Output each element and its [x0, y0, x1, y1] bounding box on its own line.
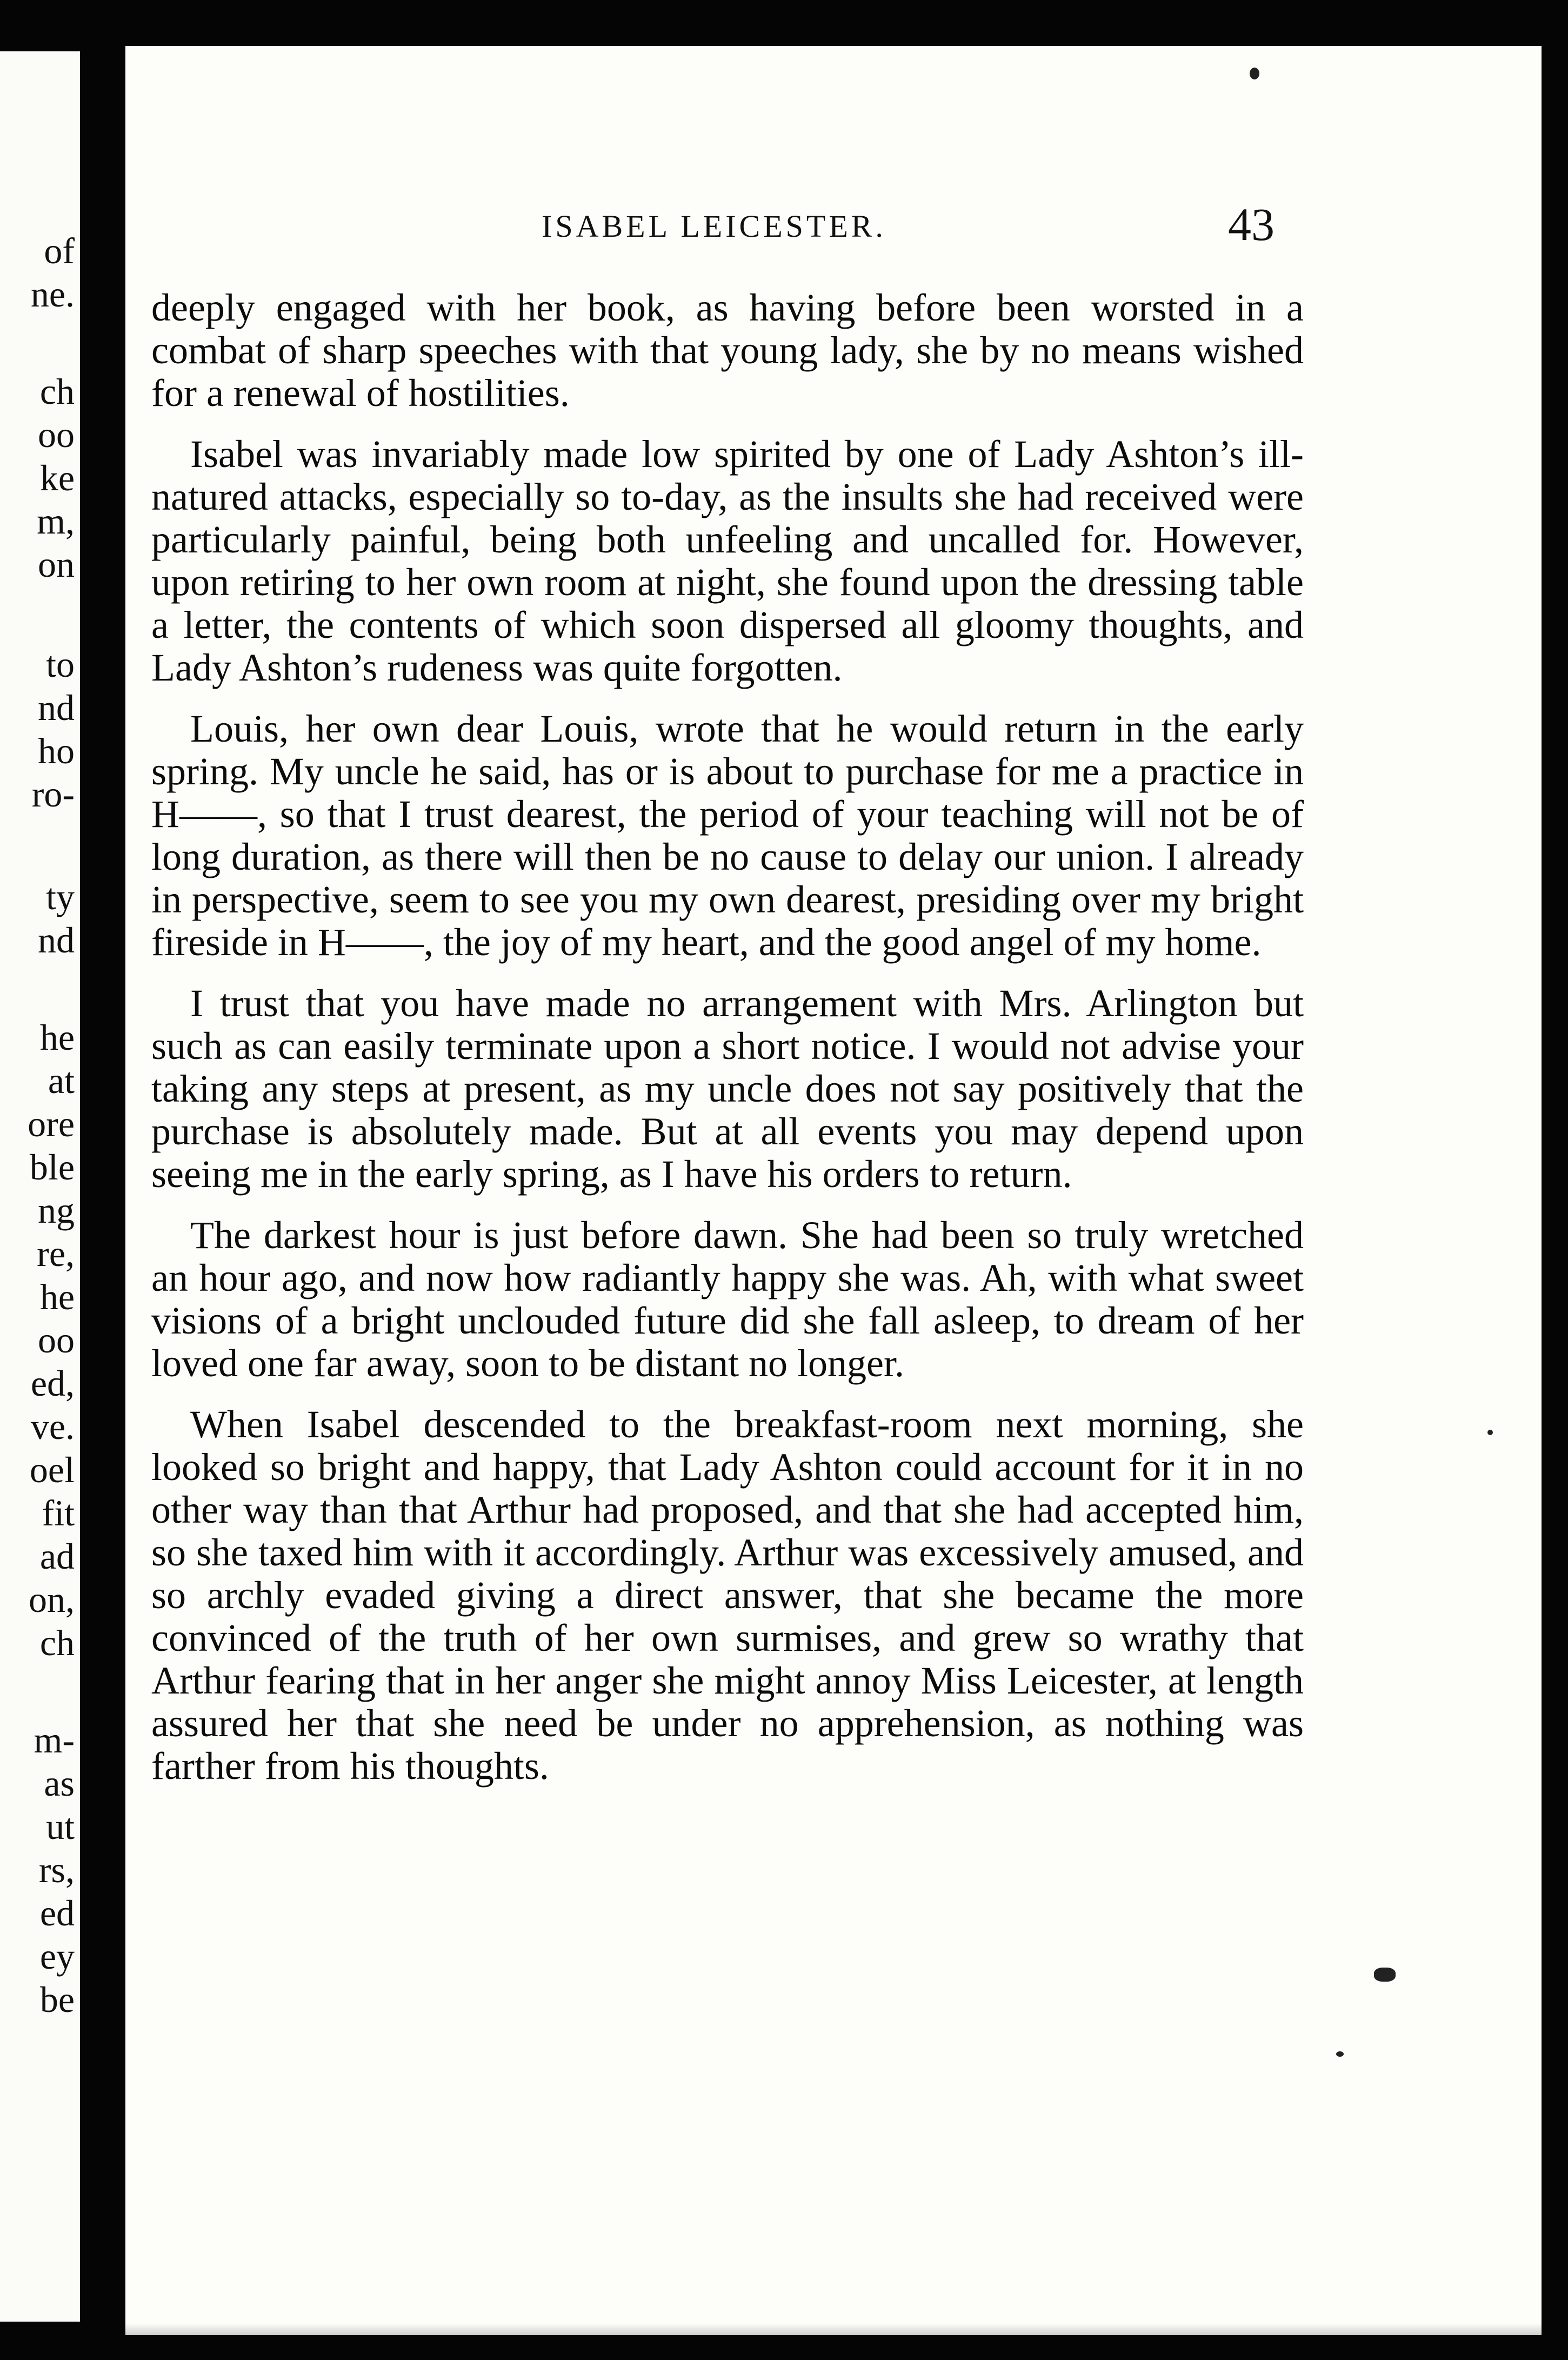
facing-page-line-fragment: ey — [39, 1936, 75, 1977]
facing-page-line-fragment: oel — [29, 1449, 75, 1490]
paragraph-4: I trust that you have made no arrangement with Mrs. Arlington but such as can easily terminate upon a short notice. I would not advise your taking any steps at present, as my uncle does not say positively that the purchase is absolutely made. But at all events you may depend upon seeing me in the early spring, as I have his orders to return. — [151, 982, 1304, 1196]
ink-speck — [1250, 68, 1259, 79]
book-page — [125, 46, 1542, 2335]
facing-page-line-fragment: ch — [39, 371, 75, 412]
facing-page-line-fragment: at — [48, 1060, 75, 1101]
facing-page-line-fragment: on — [38, 544, 75, 585]
facing-page-line-fragment: on, — [29, 1579, 75, 1620]
facing-page-line-fragment: ch — [39, 1622, 75, 1663]
facing-page-line-fragment: ro- — [31, 774, 75, 815]
facing-page-line-fragment: he — [39, 1017, 75, 1058]
facing-page-line-fragment: to — [46, 644, 75, 685]
facing-page-line-fragment: m, — [37, 501, 75, 542]
facing-page-line-fragment: nd — [38, 687, 75, 728]
facing-page-line-fragment: ore — [28, 1103, 75, 1144]
facing-page-line-fragment: ne. — [30, 274, 75, 315]
facing-page-line-fragment: ble — [29, 1146, 75, 1188]
facing-page-line-fragment: fit — [42, 1492, 75, 1534]
ink-speck — [1374, 1968, 1396, 1982]
facing-page-line-fragment: ed, — [30, 1363, 75, 1404]
paragraph-5: The darkest hour is just before dawn. She had been so truly wretched an hour ago, and now how radiantly happy she was. Ah, with what sweet visions of a bright unclouded future did she fall asleep, to dream of her loved one far away, soon to be distant no longer. — [151, 1214, 1304, 1385]
facing-page-fragment — [0, 51, 80, 2322]
facing-page-line-fragment: ut — [46, 1806, 75, 1847]
paragraph-1: deeply engaged with her book, as having before been worsted in a combat of sharp speeches with that young lady, she by no means wished for a renewal of hostilities. — [151, 286, 1304, 415]
facing-page-line-fragment: ty — [46, 876, 75, 917]
page-number: 43 — [1228, 198, 1275, 250]
paragraph-3: Louis, her own dear Louis, wrote that he would return in the early spring. My uncle he said, has or is about to purchase for me a practice in H——, so that I trust dearest, the period of your teaching will not be of long duration, as there will then be no cause to delay our union. I already in perspective, seem to see you my own dearest, presiding over my bright fireside in H——, the joy of my heart, and the good angel of my home. — [151, 707, 1304, 964]
facing-page-line-fragment: oo — [38, 414, 75, 455]
facing-page-line-fragment: he — [39, 1276, 75, 1317]
body-text — [151, 286, 1304, 1806]
facing-page-line-fragment: ad — [39, 1536, 75, 1577]
running-head-title: ISABEL LEICESTER. — [542, 209, 886, 244]
facing-page-line-fragment: ng — [38, 1190, 75, 1231]
facing-page-line-fragment: ho — [38, 730, 75, 771]
facing-page-line-fragment: be — [39, 1979, 75, 2020]
facing-page-line-fragment: ke — [39, 457, 75, 498]
facing-page-line-fragment: nd — [38, 919, 75, 961]
page-bottom-edge — [125, 2323, 1542, 2335]
ink-speck — [1336, 2051, 1344, 2057]
paragraph-6: When Isabel descended to the breakfast-room next morning, she looked so bright and happy, that Lady Ashton could account for it in no other way than that Arthur had proposed, and that she had accepted him, so she taxed him with it accordingly. Arthur was excessively amused, and so archly evaded giving a direct answer, that she became the more convinced of the truth of her own surmises, and grew so wrathy that Arthur fearing that in her anger she might annoy Miss Leicester, at length assured her that she need be under no apprehension, as nothing was farther from his thoughts. — [151, 1403, 1304, 1788]
paragraph-2: Isabel was invariably made low spirited by one of Lady Ashton’s ill-natured attacks, especially so to-day, as the insults she had received were particularly painful, being both unfeeling and uncalled for. However, upon retiring to her own room at night, she found upon the dressing table a letter, the contents of which soon dispersed all gloomy thoughts, and Lady Ashton’s rudeness was quite forgotten. — [151, 432, 1304, 689]
facing-page-line-fragment: oo — [38, 1319, 75, 1361]
facing-page-line-fragment: m- — [34, 1719, 75, 1761]
running-head — [125, 198, 1542, 273]
facing-page-line-fragment: ed — [39, 1892, 75, 1934]
ink-speck — [1487, 1430, 1493, 1435]
facing-page-line-fragment: ve. — [30, 1406, 75, 1447]
facing-page-line-fragment: of — [44, 230, 75, 271]
facing-page-line-fragment: re, — [37, 1233, 75, 1274]
facing-page-line-fragment: as — [44, 1763, 75, 1804]
facing-page-line-fragment: rs, — [38, 1849, 75, 1890]
